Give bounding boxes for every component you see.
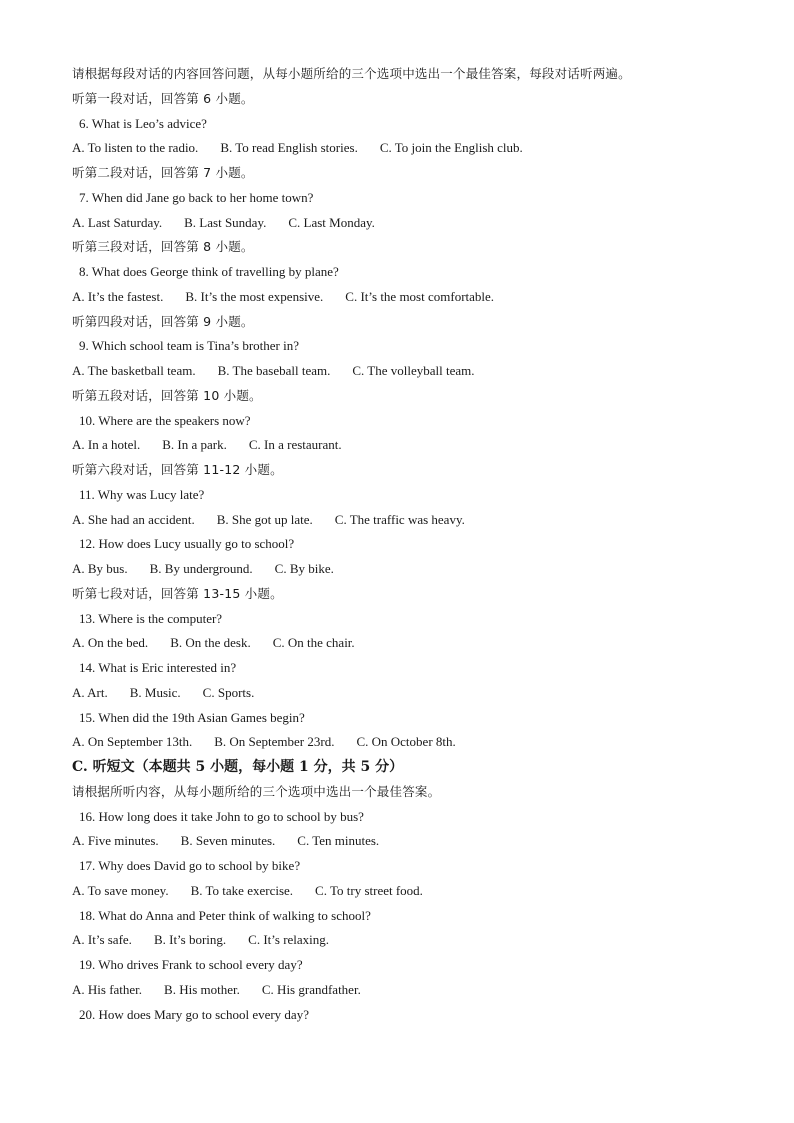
question-text: 19. Who drives Frank to school every day?: [79, 957, 303, 972]
answer-options: [0, 879, 794, 904]
answer-options: [0, 285, 794, 310]
section-prompt: 听第二段对话，回答第 7 小题。: [72, 165, 254, 180]
answer-option: C. To try street food.: [315, 882, 423, 898]
question-text: 15. When did the 19th Asian Games begin?: [79, 709, 305, 725]
exam-page: [0, 62, 794, 1027]
answer-option: C. By bike.: [274, 561, 334, 576]
answer-options: [0, 978, 794, 1003]
answer-option: A. It’s safe.: [72, 932, 132, 948]
answer-option: A. On September 13th.: [72, 734, 193, 750]
answer-options: [0, 631, 794, 656]
answer-option: B. It’s boring.: [153, 932, 227, 948]
answer-options: [0, 829, 794, 854]
answer-option: C. His grandfather.: [261, 981, 361, 997]
section-prompt: 听第六段对话，回答第 11-12 小题。: [72, 462, 283, 477]
answer-options: [0, 136, 794, 161]
answer-option: C. It’s relaxing.: [248, 932, 330, 948]
answer-option: B. On September 23rd.: [214, 734, 335, 750]
answer-option: C. The volleyball team.: [352, 363, 475, 378]
answer-option: B. Seven minutes.: [180, 833, 276, 849]
instruction-text: 请根据所听内容，从每小题所给的三个选项中选出一个最佳答案。: [72, 783, 441, 799]
answer-option: B. On the desk.: [170, 635, 251, 651]
question-text: 13. Where is the computer?: [79, 610, 223, 626]
answer-option: C. It’s the most comfortable.: [345, 288, 495, 304]
answer-option: A. The basketball team.: [72, 363, 196, 378]
instruction-text: 请根据每段对话的内容回答问题，从每小题所给的三个选项中选出一个最佳答案，每段对话听两遍。: [72, 66, 631, 81]
section-prompt: 听第一段对话，回答第 6 小题。: [72, 90, 254, 106]
answer-options: [0, 433, 794, 458]
question-text: 17. Why does David go to school by bike?: [79, 858, 301, 873]
answer-option: C. Sports.: [202, 684, 255, 700]
section-prompt: 听第四段对话，回答第 9 小题。: [72, 313, 254, 329]
section-prompt: 听第五段对话，回答第 10 小题。: [72, 387, 262, 403]
section-prompt: 听第七段对话，回答第 13-15 小题。: [72, 585, 283, 601]
answer-option: C. On October 8th.: [356, 734, 456, 750]
answer-option: B. It’s the most expensive.: [185, 288, 324, 304]
answer-option: A. She had an accident.: [72, 511, 195, 527]
answer-options: [0, 730, 794, 755]
question-text: 7. When did Jane go back to her home town?: [79, 189, 314, 205]
question-text: 9. Which school team is Tina’s brother in?: [79, 338, 300, 354]
answer-option: B. She got up late.: [216, 511, 313, 527]
answer-option: A. His father.: [72, 981, 143, 997]
answer-option: A. To save money.: [72, 882, 169, 898]
answer-option: B. In a park.: [162, 437, 227, 453]
answer-option: A. Five minutes.: [72, 833, 159, 849]
answer-option: C. Last Monday.: [288, 214, 375, 230]
answer-option: A. On the bed.: [72, 635, 149, 651]
answer-option: B. Music.: [129, 684, 181, 700]
answer-option: A. It’s the fastest.: [72, 288, 164, 304]
answer-option: B. To take exercise.: [190, 882, 294, 898]
question-text: 16. How long does it take John to go to school by bus?: [79, 808, 364, 824]
question-text: 12. How does Lucy usually go to school?: [79, 536, 295, 552]
answer-option: C. In a restaurant.: [248, 437, 342, 453]
question-text: 18. What do Anna and Peter think of walking to school?: [79, 907, 371, 923]
answer-option: A. To listen to the radio.: [72, 140, 199, 156]
answer-option: C. To join the English club.: [379, 140, 523, 156]
answer-option: C. On the chair.: [272, 635, 355, 651]
answer-option: C. Ten minutes.: [297, 833, 380, 849]
question-text: 8. What does George think of travelling by plane?: [79, 264, 339, 279]
answer-options: [0, 508, 794, 533]
answer-option: B. To read English stories.: [220, 140, 358, 156]
answer-option: A. Last Saturday.: [72, 214, 163, 230]
answer-option: A. Art.: [72, 684, 108, 700]
question-text: 11. Why was Lucy late?: [79, 486, 205, 502]
answer-options: [0, 928, 794, 953]
answer-option: B. By underground.: [149, 561, 253, 576]
answer-option: A. In a hotel.: [72, 437, 141, 453]
answer-options: [0, 359, 794, 384]
section-heading: C. 听短文（本题共 5 小题，每小题 1 分，共 5 分）: [72, 759, 404, 775]
question-text: 6. What is Leo’s advice?: [79, 115, 207, 131]
answer-options: [0, 557, 794, 582]
question-text: 20. How does Mary go to school every day?: [79, 1006, 309, 1022]
question-text: 10. Where are the speakers now?: [79, 412, 251, 428]
answer-option: C. The traffic was heavy.: [334, 511, 465, 527]
answer-option: A. By bus.: [72, 561, 128, 576]
section-prompt: 听第三段对话，回答第 8 小题。: [72, 239, 254, 255]
answer-options: [0, 681, 794, 706]
answer-options: [0, 211, 794, 236]
question-text: 14. What is Eric interested in?: [79, 660, 237, 675]
answer-option: B. The baseball team.: [217, 363, 331, 378]
answer-option: B. Last Sunday.: [184, 214, 267, 230]
answer-option: B. His mother.: [164, 981, 240, 997]
